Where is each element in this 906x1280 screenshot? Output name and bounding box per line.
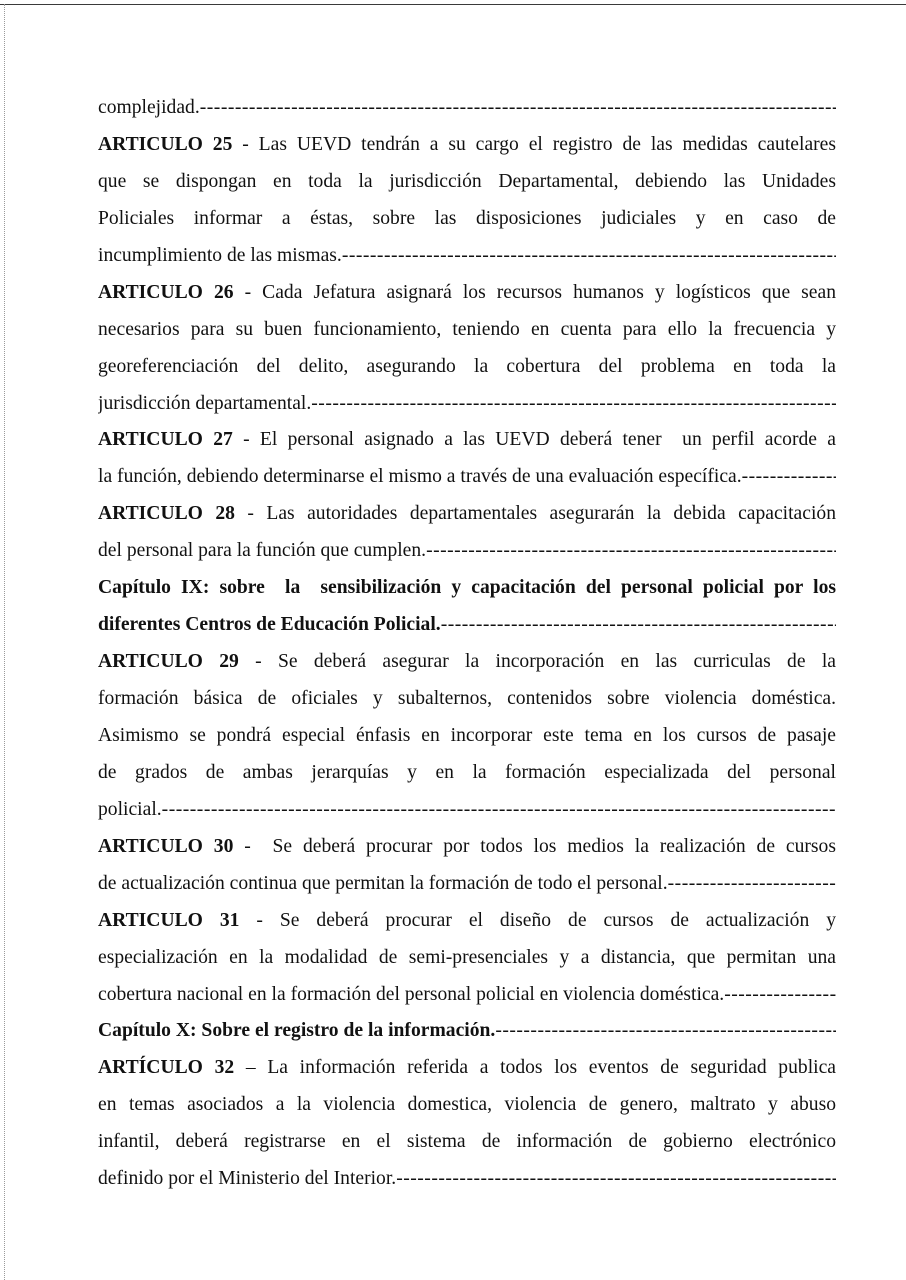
- line-text: Asimismo se pondrá especial énfasis en incorporar este tema en los cursos de pasaje: [98, 724, 836, 746]
- scan-edge-left: [4, 4, 5, 1280]
- line-text: - Se deberá procurar por todos los medios la realización de cursos: [233, 835, 836, 857]
- scan-edge-top: [0, 4, 906, 5]
- line-text: de actualización continua que permitan la formación de todo el personal.: [98, 872, 668, 894]
- document-line: [98, 1124, 836, 1161]
- line-text: Policiales informar a éstas, sobre las disposiciones judiciales y en caso de: [98, 207, 836, 229]
- document-line: [98, 755, 836, 792]
- line-heading: diferentes Centros de Educación Policial.: [98, 614, 441, 636]
- line-text: georeferenciación del delito, asegurando la cobertura del problema en toda la: [98, 355, 836, 377]
- line-text: cobertura nacional en la formación del personal policial en violencia doméstica.: [98, 983, 725, 1005]
- document-line: [98, 459, 836, 496]
- line-text: especialización en la modalidad de semi-presenciales y a distancia, que permitan una: [98, 946, 836, 968]
- line-text: de grados de ambas jerarquías y en la formación especializada del personal: [98, 761, 836, 783]
- document-line: [98, 496, 836, 533]
- document-line: [98, 422, 836, 459]
- document-line: [98, 792, 836, 829]
- document-line: [98, 275, 836, 312]
- line-heading: ARTICULO 25: [98, 133, 233, 155]
- line-text: - Cada Jefatura asignará los recursos humanos y logísticos que sean: [233, 281, 836, 303]
- line-text: definido por el Ministerio del Interior.: [98, 1168, 397, 1190]
- document-line: [98, 1087, 836, 1124]
- line-text: - Se deberá procurar el diseño de cursos de actualización y: [239, 909, 836, 931]
- dash-filler: [724, 977, 836, 1014]
- document-line: [98, 570, 836, 607]
- document-line: [98, 940, 836, 977]
- document-line: [98, 607, 836, 644]
- document-line: [98, 90, 836, 127]
- line-text: infantil, deberá registrarse en el sistema de información de gobierno electrónico: [98, 1131, 836, 1153]
- line-text: - Se deberá asegurar la incorporación en las curriculas de la: [238, 651, 836, 673]
- line-text: complejidad.: [98, 97, 200, 118]
- dash-filler: [441, 607, 836, 644]
- line-text: en temas asociados a la violencia domestica, violencia de genero, maltrato y abuso: [98, 1094, 836, 1116]
- dash-filler: [311, 386, 836, 423]
- document-line: [98, 1161, 836, 1198]
- document-line: [98, 1050, 836, 1087]
- dash-filler: [426, 533, 836, 570]
- line-heading: ARTICULO 28: [98, 503, 235, 525]
- document-line: [98, 718, 836, 755]
- line-heading: ARTICULO 29: [98, 651, 239, 673]
- line-text: la función, debiendo determinarse el mismo a través de una evaluación específica.: [98, 466, 742, 488]
- dash-filler: [396, 1161, 836, 1198]
- line-text: – La información referida a todos los eventos de seguridad publica: [234, 1057, 836, 1079]
- document-line: [98, 349, 836, 386]
- line-text: - Las autoridades departamentales asegurarán la debida capacitación: [234, 503, 836, 525]
- line-text: - El personal asignado a las UEVD deberá tener un perfil acorde a: [232, 429, 836, 451]
- line-text: - Las UEVD tendrán a su cargo el registro de las medidas cautelares: [232, 133, 836, 155]
- line-heading: ARTICULO 31: [98, 909, 240, 931]
- line-text: del personal para la función que cumplen.: [98, 540, 427, 562]
- document-line: [98, 644, 836, 681]
- document-line: [98, 312, 836, 349]
- line-heading: ARTICULO 30: [98, 835, 234, 857]
- line-text: jurisdicción departamental.: [98, 392, 312, 414]
- line-text: formación básica de oficiales y subalternos, contenidos sobre violencia doméstica.: [98, 688, 836, 709]
- document-line: [98, 977, 836, 1014]
- dash-filler: [742, 459, 836, 496]
- document-line: [98, 866, 836, 903]
- document-line: [98, 386, 836, 423]
- line-heading: Capítulo X: Sobre el registro de la información.: [98, 1020, 496, 1042]
- document-line: [98, 1013, 836, 1050]
- line-heading: ARTICULO 27: [98, 429, 233, 451]
- dash-filler: [162, 792, 836, 829]
- dash-filler: [342, 238, 836, 275]
- line-heading: ARTICULO 26: [98, 281, 234, 303]
- document-line: [98, 127, 836, 164]
- document-line: [98, 903, 836, 940]
- line-heading: ARTÍCULO 32: [98, 1057, 235, 1079]
- document-line: [98, 681, 836, 718]
- line-text: necesarios para su buen funcionamiento, teniendo en cuenta para ello la frecuencia y: [98, 318, 836, 340]
- document-line: [98, 201, 836, 238]
- document-line: [98, 164, 836, 201]
- document-page: [98, 90, 836, 1198]
- dash-filler: [668, 866, 836, 903]
- dash-filler: [200, 90, 836, 127]
- document-line: [98, 238, 836, 275]
- line-text: que se dispongan en toda la jurisdicción Departamental, debiendo las Unidades: [98, 170, 836, 192]
- document-line: [98, 829, 836, 866]
- document-line: [98, 533, 836, 570]
- line-heading: Capítulo IX: sobre la sensibilización y capacitación del personal policial por los: [98, 577, 836, 599]
- line-text: incumplimiento de las mismas.: [98, 244, 342, 266]
- dash-filler: [495, 1013, 836, 1050]
- line-text: policial.: [98, 798, 162, 820]
